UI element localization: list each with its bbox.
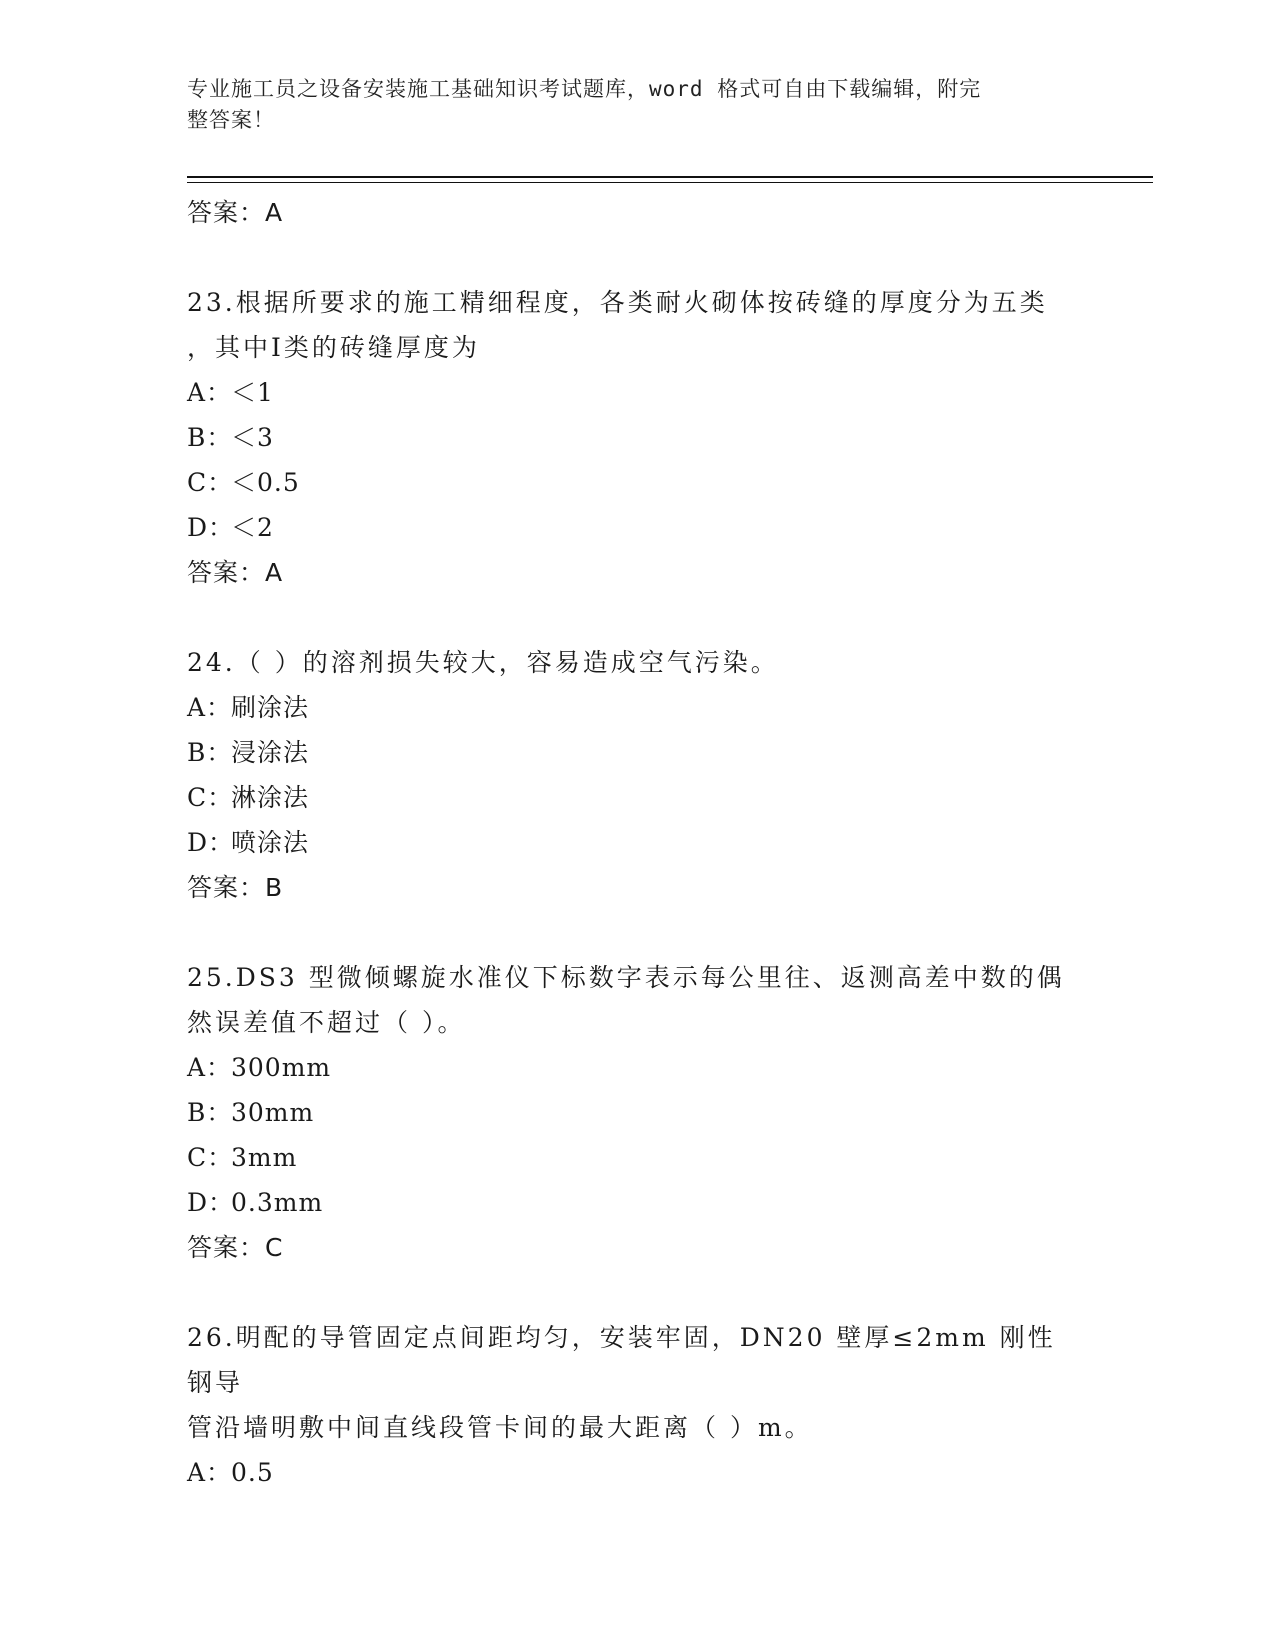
header-line-1: 专业施工员之设备安装施工基础知识考试题库，word 格式可自由下载编辑，附完	[187, 77, 982, 101]
answer-line: 答案：A	[187, 558, 284, 587]
question-item	[187, 280, 1087, 596]
option-c: C：淋涂法	[187, 783, 310, 812]
option-b: B：浸涂法	[187, 738, 310, 767]
question-item	[187, 640, 1087, 911]
header-rule-thin	[187, 182, 1153, 183]
question-item	[187, 955, 1087, 1271]
option-c: C：3mm	[187, 1143, 298, 1172]
question-line-2: 管沿墙明敷中间直线段管卡间的最大距离（ ）m。	[187, 1413, 813, 1442]
option-b: B：＜3	[187, 423, 274, 452]
question-list	[187, 190, 1087, 1495]
header-rule-thick	[187, 176, 1153, 178]
option-d: D：喷涂法	[187, 828, 310, 857]
page-header	[187, 74, 1067, 136]
option-c: C：＜0.5	[187, 468, 300, 497]
question-item	[187, 1315, 1087, 1495]
question-line-2: ，其中Ⅰ类的砖缝厚度为	[187, 333, 480, 362]
answer-line: 答案：C	[187, 1233, 284, 1262]
answer-line: 答案：B	[187, 873, 284, 902]
question-line-1: 23.根据所要求的施工精细程度，各类耐火砌体按砖缝的厚度分为五类	[187, 288, 1048, 317]
question-text	[187, 1315, 1082, 1450]
question-line-1: 26.明配的导管固定点间距均匀，安装牢固，DN20 壁厚≤2mm 刚性钢导	[187, 1323, 1056, 1397]
option-d: D：0.3mm	[187, 1188, 324, 1217]
option-a: A：300mm	[187, 1053, 332, 1082]
option-a: A：＜1	[187, 378, 274, 407]
option-b: B：30mm	[187, 1098, 315, 1127]
question-line-2: 然误差值不超过（ ）。	[187, 1008, 466, 1037]
option-a: A：0.5	[187, 1458, 274, 1487]
question-line-1: 24.（ ）的溶剂损失较大，容易造成空气污染。	[187, 648, 779, 677]
question-text	[187, 640, 1082, 685]
header-line-2: 整答案！	[187, 108, 275, 132]
question-text	[187, 280, 1082, 370]
option-a: A：刷涂法	[187, 693, 310, 722]
answer-line: 答案：A	[187, 198, 284, 227]
question-line-1: 25.DS3 型微倾螺旋水准仪下标数字表示每公里往、返测高差中数的偶	[187, 963, 1065, 992]
option-d: D：＜2	[187, 513, 274, 542]
question-text	[187, 955, 1082, 1045]
